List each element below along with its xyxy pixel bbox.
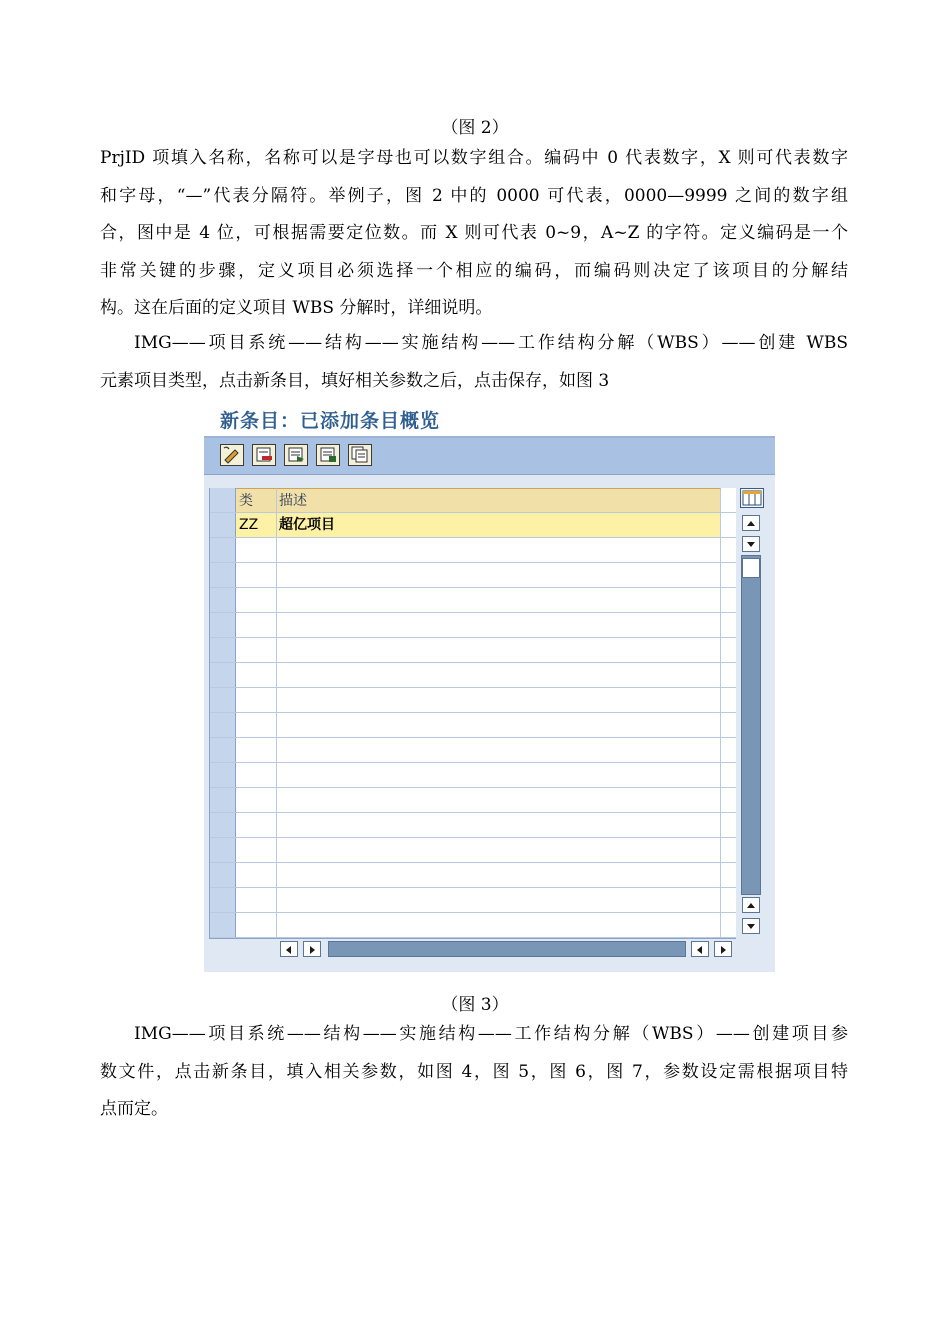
cell-description[interactable] xyxy=(277,563,721,587)
text-line: 和字母，“—”代表分隔符。举例子，图 2 中的 0000 可代表，0000—9999 之间的数字组 xyxy=(100,185,848,206)
scroll-right-end-button[interactable] xyxy=(714,941,732,957)
copy-entry-icon[interactable] xyxy=(348,444,372,466)
table-row[interactable] xyxy=(210,838,736,863)
cell-description[interactable] xyxy=(277,788,721,812)
cell-description[interactable] xyxy=(277,913,721,937)
text-line: 非常关键的步骤，定义项目必须选择一个相应的编码，而编码则决定了该项目的分解结 xyxy=(100,260,848,281)
table-row[interactable] xyxy=(210,813,736,838)
row-selector[interactable] xyxy=(210,888,236,912)
table-row[interactable] xyxy=(210,513,736,538)
column-header-type[interactable]: 类 xyxy=(236,488,277,512)
table-row[interactable] xyxy=(210,588,736,613)
scroll-left-button[interactable] xyxy=(280,941,298,957)
scroll-left-end-button[interactable] xyxy=(691,941,709,957)
paragraph-img-wbs xyxy=(100,325,848,400)
scroll-up-button[interactable] xyxy=(742,515,760,531)
cell-description[interactable]: 超亿项目 xyxy=(277,513,721,537)
figure-3-caption: （图 3） xyxy=(441,995,509,1015)
cell-type[interactable] xyxy=(236,613,277,637)
cell-description[interactable] xyxy=(277,813,721,837)
cell-type[interactable] xyxy=(236,663,277,687)
cell-type[interactable]: ZZ xyxy=(236,513,277,537)
row-selector[interactable] xyxy=(210,563,236,587)
cell-type[interactable] xyxy=(236,588,277,612)
cell-description[interactable] xyxy=(277,763,721,787)
text-line: 数文件，点击新条目，填入相关参数，如图 4，图 5，图 6，图 7，参数设定需根据项目特 xyxy=(100,1061,848,1082)
cell-description[interactable] xyxy=(277,888,721,912)
cell-description[interactable] xyxy=(277,588,721,612)
column-header-description[interactable]: 描述 xyxy=(277,488,721,512)
row-selector[interactable] xyxy=(210,913,236,937)
table-row[interactable] xyxy=(210,613,736,638)
sap-screenshot-figure xyxy=(204,400,775,972)
row-selector[interactable] xyxy=(210,863,236,887)
table-row[interactable] xyxy=(210,888,736,913)
detail-icon[interactable] xyxy=(284,444,308,466)
table-row[interactable] xyxy=(210,863,736,888)
paragraph-prjid xyxy=(100,140,848,328)
toolbar xyxy=(204,438,775,475)
scroll-right-button[interactable] xyxy=(303,941,321,957)
scroll-down-page-button[interactable] xyxy=(742,536,760,552)
select-all-icon[interactable] xyxy=(316,444,340,466)
row-selector[interactable] xyxy=(210,688,236,712)
table-row[interactable] xyxy=(210,913,736,938)
table-row[interactable] xyxy=(210,538,736,563)
table-header-row xyxy=(210,488,736,513)
cell-type[interactable] xyxy=(236,838,277,862)
text-line: PrjID 项填入名称，名称可以是字母也可以数字组合。编码中 0 代表数字，X 则可代表数字 xyxy=(100,148,848,168)
cell-description[interactable] xyxy=(277,738,721,762)
scroll-up-page-button[interactable] xyxy=(742,897,760,913)
table-row[interactable] xyxy=(210,663,736,688)
row-selector[interactable] xyxy=(210,613,236,637)
cell-type[interactable] xyxy=(236,563,277,587)
row-selector[interactable] xyxy=(210,638,236,662)
cell-type[interactable] xyxy=(236,688,277,712)
paragraph-img-params xyxy=(100,1016,848,1129)
row-selector[interactable] xyxy=(210,663,236,687)
column-config-icon[interactable] xyxy=(740,488,764,508)
text-line: IMG——项目系统——结构——实施结构——工作结构分解（WBS）——创建 WBS xyxy=(134,333,848,353)
row-selector[interactable] xyxy=(210,788,236,812)
cell-type[interactable] xyxy=(236,788,277,812)
table-row[interactable] xyxy=(210,638,736,663)
cell-type[interactable] xyxy=(236,638,277,662)
cell-type[interactable] xyxy=(236,713,277,737)
entries-table xyxy=(209,488,736,939)
cell-description[interactable] xyxy=(277,613,721,637)
cell-description[interactable] xyxy=(277,663,721,687)
text-line: 点而定。 xyxy=(100,1099,168,1119)
cell-type[interactable] xyxy=(236,538,277,562)
figure-2-caption: （图 2） xyxy=(441,118,509,138)
table-row[interactable] xyxy=(210,688,736,713)
scroll-down-button[interactable] xyxy=(742,918,760,934)
row-selector[interactable] xyxy=(210,813,236,837)
screen-title: 新条目：已添加条目概览 xyxy=(220,410,441,432)
cell-type[interactable] xyxy=(236,888,277,912)
table-row[interactable] xyxy=(210,713,736,738)
vertical-scroll-thumb[interactable] xyxy=(742,558,760,578)
select-all-cell[interactable] xyxy=(210,488,236,512)
cell-type[interactable] xyxy=(236,813,277,837)
row-selector[interactable] xyxy=(210,588,236,612)
row-selector[interactable] xyxy=(210,838,236,862)
cell-type[interactable] xyxy=(236,763,277,787)
delete-entry-icon[interactable] xyxy=(252,444,276,466)
cell-description[interactable] xyxy=(277,863,721,887)
text-line: IMG——项目系统——结构——实施结构——工作结构分解（WBS）——创建项目参 xyxy=(134,1024,848,1044)
cell-type[interactable] xyxy=(236,863,277,887)
row-selector[interactable] xyxy=(210,538,236,562)
table-row[interactable] xyxy=(210,763,736,788)
cell-description[interactable] xyxy=(277,713,721,737)
text-line: 元素项目类型，点击新条目，填好相关参数之后，点击保存，如图 3 xyxy=(100,370,610,391)
row-selector[interactable] xyxy=(210,513,236,537)
vertical-scrollbar[interactable] xyxy=(741,555,761,895)
cell-type[interactable] xyxy=(236,738,277,762)
row-selector[interactable] xyxy=(210,713,236,737)
table-row[interactable] xyxy=(210,788,736,813)
cell-description[interactable] xyxy=(277,838,721,862)
horizontal-scrollbar[interactable] xyxy=(328,941,686,957)
text-line: 合，图中是 4 位，可根据需要定位数。而 X 则可代表 0~9，A~Z 的字符。定义编码是一个 xyxy=(100,223,848,243)
cell-description[interactable] xyxy=(277,638,721,662)
table-row[interactable] xyxy=(210,563,736,588)
row-selector[interactable] xyxy=(210,738,236,762)
row-selector[interactable] xyxy=(210,763,236,787)
cell-description[interactable] xyxy=(277,538,721,562)
text-line: 构。这在后面的定义项目 WBS 分解时，详细说明。 xyxy=(100,298,493,318)
cell-type[interactable] xyxy=(236,913,277,937)
table-row[interactable] xyxy=(210,738,736,763)
cell-description[interactable] xyxy=(277,688,721,712)
edit-pencil-icon[interactable] xyxy=(220,444,244,466)
